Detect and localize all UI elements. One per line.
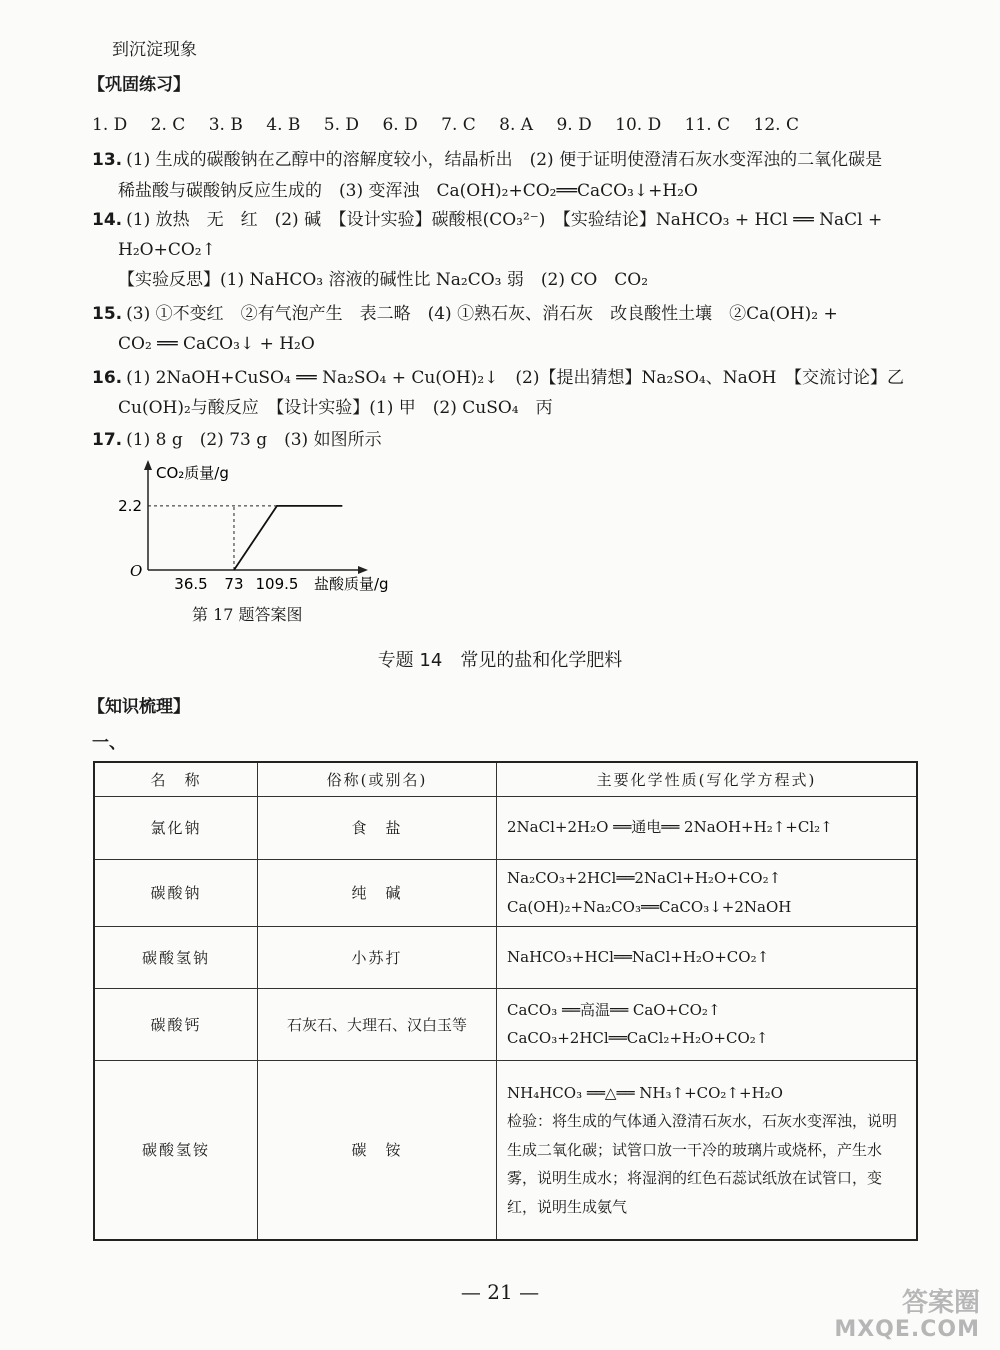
knowledge-heading: 【知识梳理】 [88,697,190,717]
q13-line1 [92,150,882,170]
q17-number: 17. [92,430,123,450]
answer-item: 12. C [753,115,799,135]
cell-alias: 石灰石、大理石、汉白玉等 [258,988,497,1060]
equation: CaCO₃ ══高温══ CaO+CO₂↑ [507,1000,721,1019]
q13-line2: 稀盐酸与碳酸钠反应生成的 (3) 变浑浊 Ca(OH)₂+CO₂══CaCO₃↓+H₂O [118,181,698,201]
table-row [94,859,917,926]
watermark-url: MXQE.COM [834,1316,980,1342]
q17-line1 [92,430,382,450]
cell-properties [497,1060,918,1240]
table-header-row [94,762,917,796]
equation: Na₂CO₃+2HCl══2NaCl+H₂O+CO₂↑ [507,869,782,887]
x-axis-arrow [358,566,368,574]
cell-name: 氯化钠 [94,796,258,859]
q16-line2: Cu(OH)₂与酸反应 【设计实验】(1) 甲 (2) CuSO₄ 丙 [118,398,553,418]
consolidation-heading: 【巩固练习】 [88,75,190,95]
x-tick-label: 73 [224,575,244,593]
answer-item: 2. C [150,115,186,135]
x-tick-label: 36.5 [174,575,208,593]
table-row [94,988,917,1060]
intro-line: 到沉淀现象 [112,40,197,60]
x-axis-label: 盐酸质量/g [314,575,389,593]
table-row [94,796,917,859]
q13-number: 13. [92,150,123,170]
co2-chart [110,458,410,598]
section-title: 专题 14 常见的盐和化学肥料 [377,650,623,671]
knowledge-subheading: 一、 [92,733,126,753]
q14-line3: 【实验反思】(1) NaHCO₃ 溶液的碱性比 Na₂CO₃ 弱 (2) CO CO₂ [118,270,649,290]
answer-item: 8. A [499,115,534,135]
q14-line2: H₂O+CO₂↑ [118,240,216,260]
cell-properties [497,796,918,859]
cell-name: 碳酸钠 [94,859,258,926]
equation: CaCO₃+2HCl══CaCl₂+H₂O+CO₂↑ [507,1029,769,1047]
chart-caption: 第 17 题答案图 [192,605,303,624]
answer-item: 7. C [441,115,476,135]
answer-item: 1. D [92,115,128,135]
cell-properties [497,926,918,988]
equation: NaHCO₃+HCl══NaCl+H₂O+CO₂↑ [507,947,770,966]
test-note: 检验：将生成的气体通入澄清石灰水，石灰水变浑浊，说明生成二氧化碳；试管口放一干冷的玻璃片或烧杯，产生水雾，说明生成水；将湿润的红色石蕊试纸放在试管口，变红，说明生成氨气 [507,1112,898,1216]
equation: 2NaCl+2H₂O ══通电══ 2NaOH+H₂↑+Cl₂↑ [507,818,833,837]
cell-alias: 食 盐 [258,796,497,859]
q14-line1 [92,210,882,230]
watermark-logo [834,1289,980,1342]
y-axis-label: CO₂质量/g [156,464,229,482]
header-name: 名 称 [94,762,258,796]
header-properties: 主要化学性质(写化学方程式) [497,762,918,796]
q14-text: (1) 放热 无 红 (2) 碱 【设计实验】碳酸根(CO₃²⁻) 【实验结论】NaHCO₃ + HCl ══ NaCl + [126,210,883,230]
q16-line1 [92,368,904,388]
q16-number: 16. [92,368,123,388]
cell-name: 碳酸钙 [94,988,258,1060]
series-line [234,506,342,570]
cell-alias: 碳 铵 [258,1060,497,1240]
q17-text: (1) 8 g (2) 73 g (3) 如图所示 [126,430,382,450]
q14-number: 14. [92,210,123,230]
cell-properties [497,988,918,1060]
answer-item: 10. D [615,115,662,135]
table-row [94,1060,917,1240]
mc-answers [92,115,817,135]
page-number: — 21 — [460,1280,540,1304]
watermark-text: 答案圈 [901,1288,980,1319]
cell-properties [497,859,918,926]
equation: NH₄HCO₃ ══△══ NH₃↑+CO₂↑+H₂O [507,1083,783,1102]
equation: Ca(OH)₂+Na₂CO₃══CaCO₃↓+2NaOH [507,897,792,916]
q15-line2: CO₂ ══ CaCO₃↓ + H₂O [118,334,315,354]
q16-text: (1) 2NaOH+CuSO₄ ══ Na₂SO₄ + Cu(OH)₂↓ (2)【提出猜想】Na₂SO₄、NaOH 【交流讨论】乙 [126,368,904,388]
q15-text: (3) ①不变红 ②有气泡产生 表二略 (4) ①熟石灰、消石灰 改良酸性土壤 ②Ca(OH)₂ + [126,304,838,324]
y-tick-label: 2.2 [118,496,142,515]
answer-item: 6. D [382,115,418,135]
cell-name: 碳酸氢铵 [94,1060,258,1240]
answer-item: 11. C [684,115,731,135]
q15-number: 15. [92,304,123,324]
answer-item: 3. B [208,115,243,135]
cell-alias: 小苏打 [258,926,497,988]
answer-item: 9. D [556,115,592,135]
table-row [94,926,917,988]
q15-line1 [92,304,838,324]
cell-alias: 纯 碱 [258,859,497,926]
origin-label: O [130,562,143,580]
y-axis-arrow [144,460,152,470]
q13-text: (1) 生成的碳酸钠在乙醇中的溶解度较小，结晶析出 (2) 便于证明使澄清石灰水变浑浊的二氧化碳是 [126,150,883,170]
x-tick-label: 109.5 [255,575,299,593]
header-alias: 俗称(或别名) [258,762,497,796]
cell-name: 碳酸氢钠 [94,926,258,988]
answer-item: 4. B [266,115,301,135]
answer-item: 5. D [323,115,360,135]
salts-table [93,761,918,1241]
